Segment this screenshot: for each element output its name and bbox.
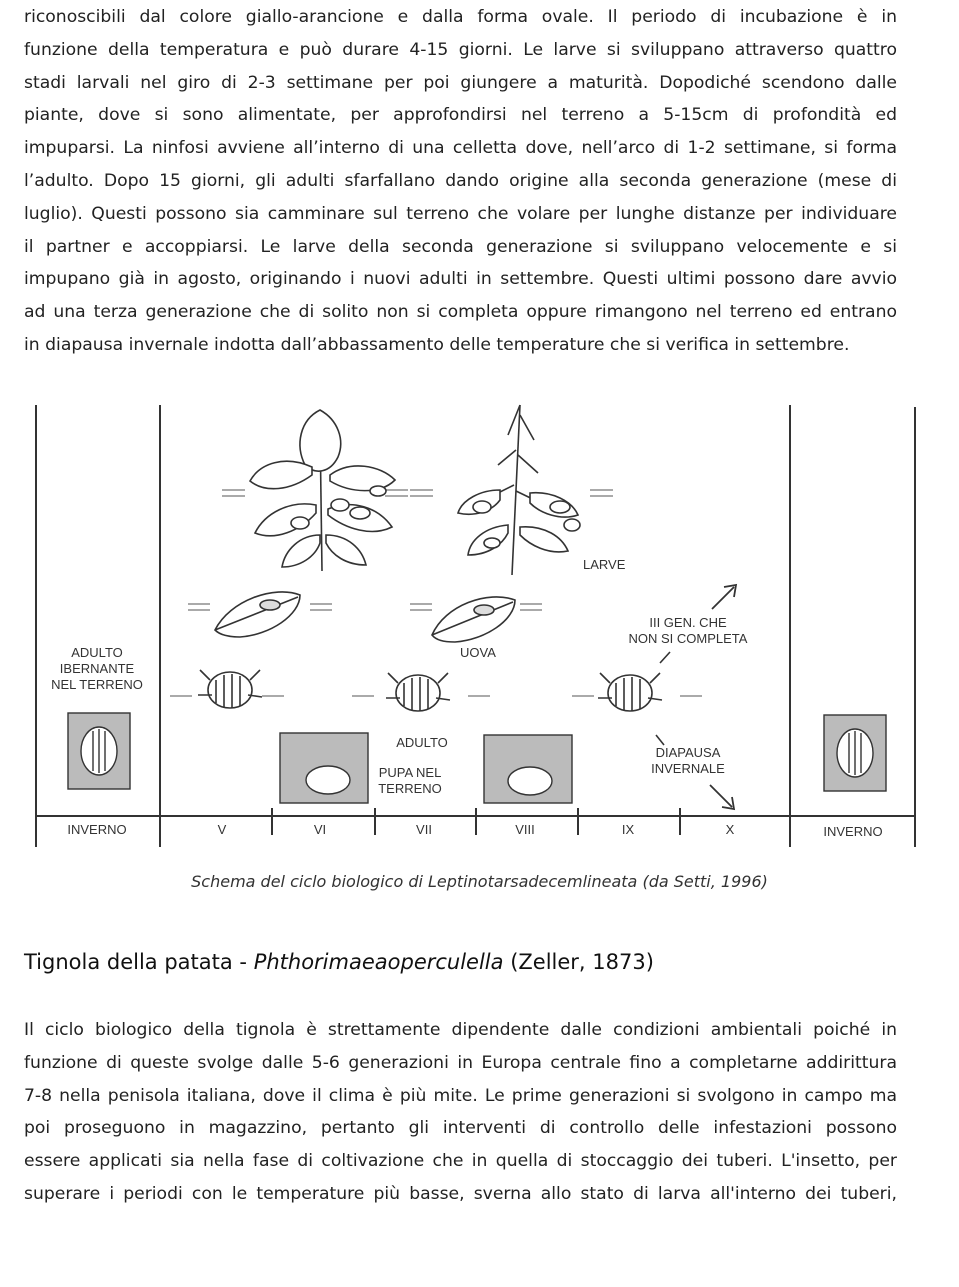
potato-plant-icon <box>250 410 395 571</box>
text-line: superare i periodi con le temperature più basse, sverna allo stato di larva all'interno dei tuberi, <box>24 1183 897 1204</box>
month-label-inverno-start: INVERNO <box>67 822 127 837</box>
text-line: luglio). Questi possono sia camminare sul terreno che volare per lunghe distanze per individuare <box>24 203 897 224</box>
label-pupa-line-2: TERRENO <box>378 781 442 796</box>
label-diapausa-line-2: INVERNALE <box>651 761 725 776</box>
text-line: ad una terza generazione che di solito non si completa oppure rimangono nel terreno ed entrano <box>24 302 897 323</box>
text-line: poi proseguono in magazzino, pertanto gli interventi di controllo delle infestazioni possono <box>24 1118 897 1139</box>
text-line: funzione della temperatura e può durare 4-15 giorni. Le larve si sviluppano attraverso quattro <box>24 39 897 60</box>
beetle-icon <box>386 673 450 711</box>
body-paragraph-1 <box>24 1 897 362</box>
label-uova: UOVA <box>460 645 496 660</box>
leaf-with-eggs-icon <box>432 597 515 642</box>
arrow-up-right-icon <box>712 585 736 609</box>
text-line: 7-8 nella penisola italiana, dove il clima è più mite. Le prime generazioni si svolgono in campo ma <box>24 1085 897 1106</box>
beetle-icon <box>198 670 262 708</box>
month-label-vi: VI <box>313 822 327 837</box>
pupa-in-soil-icon <box>484 735 572 803</box>
month-label-ix: IX <box>621 822 635 837</box>
text-line: impuparsi. La ninfosi avviene all’interno di una celletta dove, nell’arco di 1-2 settimane, si forma <box>24 138 897 159</box>
label-diapausa-line-1: DIAPAUSA <box>655 745 721 760</box>
body-paragraph-2 <box>24 1014 897 1211</box>
text-line: funzione di queste svolge dalle 5-6 generazioni in Europa centrale fino a completarne addirittura <box>24 1052 897 1073</box>
potato-plant-icon <box>458 405 580 575</box>
label-terza-gen-line-1: III GEN. CHE <box>649 615 727 630</box>
month-label-inverno-end: INVERNO <box>823 824 883 839</box>
label-adulto: ADULTO <box>396 735 448 750</box>
heading-suffix: (Zeller, 1873) <box>503 950 654 974</box>
text-line: piante, dove si sono alimentate, per approfondirsi nel terreno a 5-15cm di profondità ed <box>24 105 897 126</box>
month-label-viii: VIII <box>515 822 535 837</box>
label-adulto-ibernante-line-1: ADULTO <box>71 645 123 660</box>
text-line: l’adulto. Dopo 15 giorni, gli adulti sfarfallano dando origine alla seconda generazione (mese di <box>24 170 897 191</box>
text-line: essere applicati sia nella fase di coltivazione che in quella di stoccaggio dei tuberi. L'insetto, per <box>24 1151 897 1172</box>
text-line: in diapausa invernale indotta dall’abbassamento delle temperature che si verifica in settembre. <box>24 334 850 355</box>
text-line: Il ciclo biologico della tignola è strettamente dipendente dalle condizioni ambientali poiché in <box>24 1020 897 1040</box>
text-line: riconoscibili dal colore giallo-arancione e dalla forma ovale. Il periodo di incubazione è in <box>24 7 897 27</box>
label-terza-gen-line-2: NON SI COMPLETA <box>628 631 748 646</box>
label-larve: LARVE <box>583 557 626 572</box>
figure-caption: Schema del ciclo biologico di Leptinotarsadecemlineata (da Setti, 1996) <box>191 872 768 891</box>
arrow-down-right-icon <box>710 785 734 809</box>
pupa-in-soil-icon <box>280 733 368 803</box>
month-label-vii: VII <box>416 822 432 837</box>
overwintering-beetle-icon <box>824 715 886 791</box>
stage-markers <box>170 490 702 696</box>
label-adulto-ibernante-line-2: IBERNANTE <box>59 661 135 676</box>
month-label-x: X <box>725 822 735 837</box>
leaf-with-eggs-icon <box>215 592 300 637</box>
text-line: impupano già in agosto, originando i nuovi adulti in settembre. Questi ultimi possono dare avvio <box>24 269 897 290</box>
heading-species: Phthorimaeaoperculella <box>253 950 504 974</box>
month-label-v: V <box>217 822 227 837</box>
life-cycle-diagram <box>0 395 959 855</box>
section-heading <box>24 950 654 974</box>
beetle-icon <box>598 673 662 711</box>
label-adulto-ibernante-line-3: NEL TERRENO <box>51 677 143 692</box>
text-line: il partner e accoppiarsi. Le larve della seconda generazione si sviluppano velocemente e si <box>24 236 897 257</box>
overwintering-beetle-icon <box>68 713 130 789</box>
heading-prefix: Tignola della patata - <box>24 950 254 974</box>
label-pupa-line-1: PUPA NEL <box>378 765 442 780</box>
text-line: stadi larvali nel giro di 2-3 settimane per poi giungere a maturità. Dopodiché scendono dalle <box>24 72 897 93</box>
